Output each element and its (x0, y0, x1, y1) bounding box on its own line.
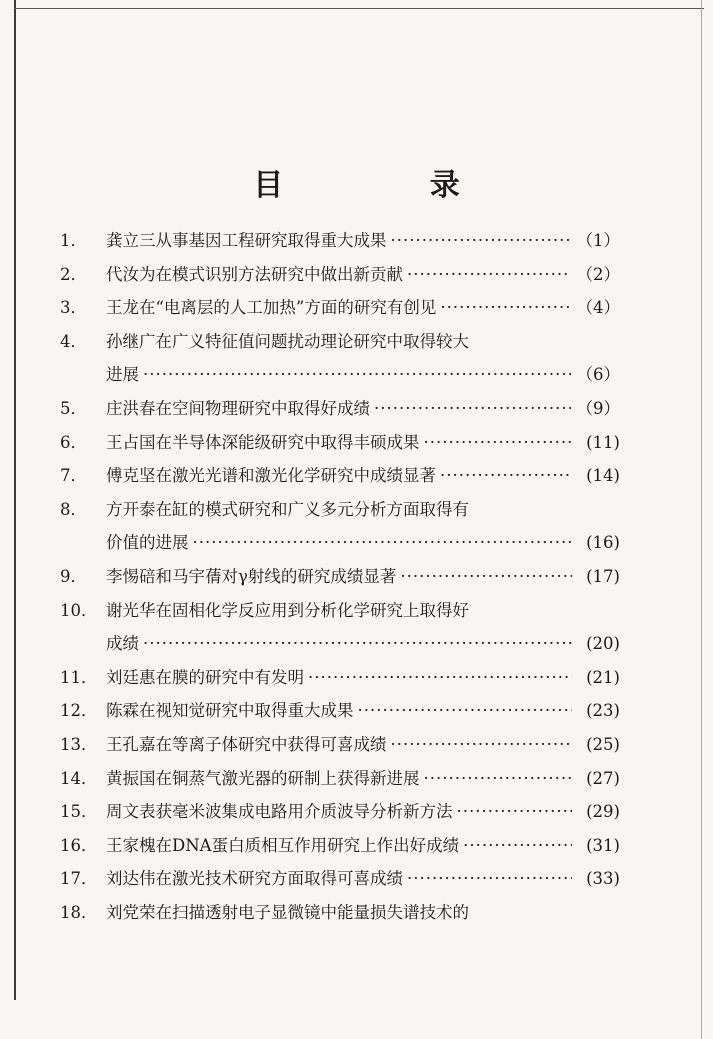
page-title: 目 录 (253, 168, 528, 203)
toc-entry-number: 4． (60, 331, 87, 351)
toc-entry-page: （2） (576, 264, 620, 284)
toc-entry-number: 8． (60, 499, 87, 519)
dot-leader (407, 258, 571, 292)
toc-entry-number: 11． (60, 667, 98, 687)
toc-entry-title: 王家槐在DNA蛋白质相互作用研究上作出好成绩 (106, 835, 460, 855)
dot-leader (424, 426, 573, 460)
toc-entry-line (60, 392, 620, 426)
toc-entry-line (60, 325, 620, 359)
toc-entry-line (60, 694, 620, 728)
page-right-edge (701, 0, 702, 1039)
toc-entry-title: 陈霖在视知觉研究中取得重大成果 (106, 701, 354, 721)
toc-entry-number: 7． (60, 466, 87, 486)
toc-entry-number: 15． (60, 802, 98, 822)
toc-entry-page: (23) (586, 701, 620, 721)
toc-entry-title: 王占国在半导体深能级研究中取得丰硕成果 (106, 432, 420, 452)
toc-entry-page: （6） (576, 365, 620, 385)
toc-entry-page: (33) (586, 869, 620, 889)
toc-entry-number: 14． (60, 768, 98, 788)
dot-leader (308, 661, 572, 695)
toc-entry-continuation (60, 627, 620, 661)
toc-entry-title: 傅克坚在激光光谱和激光化学研究中成绩显著 (106, 466, 436, 486)
toc-entry-number: 10． (60, 600, 98, 620)
toc-entry-line (60, 493, 620, 527)
toc-entry-page: (21) (586, 667, 620, 687)
toc-entry (60, 661, 620, 695)
toc-entry-title: 王龙在“电离层的人工加热”方面的研究有创见 (106, 298, 437, 318)
toc-entry-page: (16) (586, 533, 620, 553)
toc-entry-line (60, 661, 620, 695)
toc-entry-page: (25) (586, 734, 620, 754)
dot-leader (457, 795, 573, 829)
toc-entry (60, 392, 620, 426)
toc-entry (60, 459, 620, 493)
toc-entry-title: 方开泰在缸的模式研究和广义多元分析方面取得有 (106, 499, 469, 519)
toc-entry-number: 18． (60, 902, 98, 922)
dot-leader (407, 862, 572, 896)
toc-entry-number: 5． (60, 398, 87, 418)
toc-entry-title: 刘达伟在激光技术研究方面取得可喜成绩 (106, 869, 403, 889)
toc-entry (60, 762, 620, 796)
toc-entry-title: 孙继广在广义特征值问题扰动理论研究中取得较大 (106, 331, 469, 351)
toc-entry (60, 862, 620, 896)
toc-entry-page: (17) (586, 566, 620, 586)
toc-entry-line (60, 426, 620, 460)
page-left-edge (14, 0, 16, 1000)
toc-entry (60, 728, 620, 762)
dot-leader (424, 762, 573, 796)
toc-entry-title: 刘廷惠在膜的研究中有发明 (106, 667, 304, 687)
toc-entry-line (60, 594, 620, 628)
toc-entry-page: (29) (586, 802, 620, 822)
toc-entry-title: 成绩 (106, 634, 139, 654)
toc-entry-number: 1． (60, 231, 87, 250)
toc-entry-title: 进展 (106, 365, 139, 385)
toc-entry-number: 2． (60, 264, 87, 284)
toc-entry-line (60, 291, 620, 325)
toc-entry-page: （1） (576, 231, 620, 250)
toc-entry (60, 594, 620, 661)
toc-entry-line (60, 560, 620, 594)
dot-leader (193, 526, 573, 560)
toc-entry-number: 13． (60, 734, 98, 754)
dot-leader (463, 829, 572, 863)
dot-leader (440, 459, 572, 493)
page-top-edge (14, 8, 704, 9)
toc-entry-number: 3． (60, 298, 87, 318)
toc-entry (60, 426, 620, 460)
toc-entry-page: (14) (586, 466, 620, 486)
toc-entry-number: 16． (60, 835, 98, 855)
toc-entry-title: 龚立三从事基因工程研究取得重大成果 (106, 231, 387, 250)
toc-entry-line (60, 795, 620, 829)
toc-entry (60, 291, 620, 325)
toc-entry-page: （4） (576, 298, 620, 318)
toc-entry-page: (20) (586, 634, 620, 654)
toc-entry-line (60, 459, 620, 493)
table-of-contents (60, 224, 620, 929)
toc-entry (60, 493, 620, 560)
dot-leader (143, 358, 571, 392)
toc-entry-line (60, 258, 620, 292)
toc-entry-number: 6． (60, 432, 87, 452)
toc-entry (60, 258, 620, 292)
toc-entry-line (60, 829, 620, 863)
dot-leader (374, 392, 571, 426)
dot-leader (143, 627, 572, 661)
toc-entry-title: 李惕碚和马宇蒨对γ射线的研究成绩显著 (106, 566, 397, 586)
toc-entry-number: 9． (60, 566, 87, 586)
toc-entry (60, 325, 620, 392)
toc-entry-number: 17． (60, 869, 98, 889)
toc-entry-line (60, 896, 620, 930)
dot-leader (400, 560, 572, 594)
toc-entry-title: 王孔嘉在等离子体研究中获得可喜成绩 (106, 734, 387, 754)
toc-entry-continuation (60, 358, 620, 392)
toc-entry (60, 224, 620, 258)
toc-entry-title: 价值的进展 (106, 533, 189, 553)
toc-entry-page: (27) (586, 768, 620, 788)
toc-entry (60, 829, 620, 863)
toc-entry (60, 795, 620, 829)
toc-entry (60, 896, 620, 930)
dot-leader (391, 224, 571, 258)
toc-entry-title: 周文表获毫米波集成电路用介质波导分析新方法 (106, 802, 453, 822)
toc-entry (60, 560, 620, 594)
toc-entry-continuation (60, 526, 620, 560)
toc-entry-number: 12． (60, 701, 98, 721)
toc-entry-line (60, 762, 620, 796)
toc-entry-title: 刘党荣在扫描透射电子显微镜中能量损失谱技术的 (106, 902, 469, 922)
toc-entry-line (60, 224, 620, 258)
toc-entry (60, 694, 620, 728)
toc-entry-title: 谢光华在固相化学反应用到分析化学研究上取得好 (106, 600, 469, 620)
toc-entry-title: 黄振国在铜蒸气激光器的研制上获得新进展 (106, 768, 420, 788)
toc-entry-title: 庄洪春在空间物理研究中取得好成绩 (106, 398, 370, 418)
toc-entry-page: (31) (586, 835, 620, 855)
dot-leader (391, 728, 573, 762)
toc-entry-page: (11) (586, 432, 620, 452)
toc-entry-page: （9） (576, 398, 620, 418)
toc-entry-line (60, 728, 620, 762)
dot-leader (440, 291, 570, 325)
toc-entry-line (60, 862, 620, 896)
toc-entry-title: 代汝为在模式识别方法研究中做出新贡献 (106, 264, 403, 284)
dot-leader (358, 694, 573, 728)
